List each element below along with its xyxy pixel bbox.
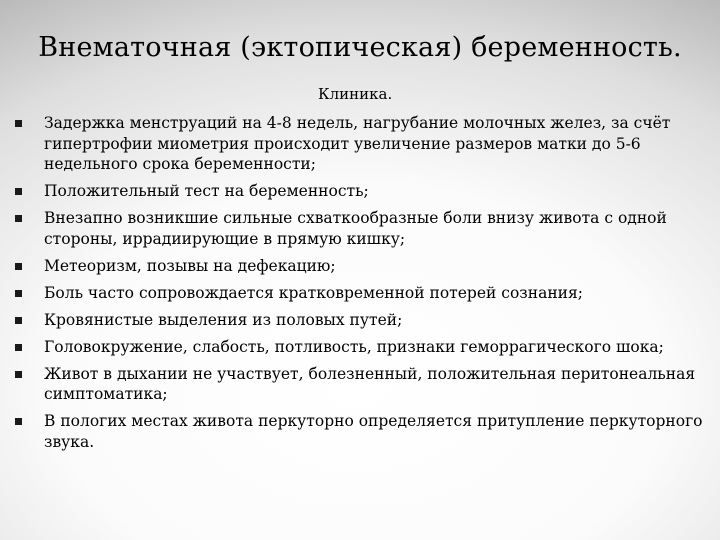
list-item xyxy=(14,181,704,202)
list-item-text: Положительный тест на беременность; xyxy=(44,182,369,200)
square-bullet-icon xyxy=(15,290,22,297)
slide-subtitle: Клиника. xyxy=(318,85,393,103)
list-item xyxy=(14,310,704,331)
square-bullet-icon xyxy=(15,317,22,324)
list-item-text: Внезапно возникшие сильные схваткообразные боли внизу живота с одной стороны, иррадиирующие в прямую кишку; xyxy=(44,209,667,248)
list-item xyxy=(14,208,704,249)
list-item xyxy=(14,113,704,175)
list-item-text: Живот в дыхании не участвует, болезненный, положительная перитонеальная симптоматика; xyxy=(44,364,696,403)
list-item-text: Кровянистые выделения из половых путей; xyxy=(44,310,403,329)
list-item xyxy=(14,283,704,304)
square-bullet-icon xyxy=(15,120,22,127)
list-item xyxy=(14,256,704,277)
list-item xyxy=(14,364,704,405)
list-item-text: Боль часто сопровождается кратковременной потерей сознания; xyxy=(44,283,583,302)
list-item-text: В пологих местах живота перкуторно определяется притупление перкуторного звука. xyxy=(44,412,703,451)
list-item-text: Задержка менструаций на 4-8 недель, нагрубание молочных желез, за счёт гипертрофии миометрия происходит увеличение размеров матки до 5-6 недельного срока беременности; xyxy=(44,114,671,173)
list-item-text: Головокружение, слабость, потливость, признаки геморрагического шока; xyxy=(44,337,664,356)
square-bullet-icon xyxy=(15,371,22,378)
bullet-list xyxy=(14,113,704,459)
slide-title: Внематочная (эктопическая) беременность. xyxy=(38,32,682,63)
list-item xyxy=(14,411,704,452)
square-bullet-icon xyxy=(15,215,22,222)
list-item-text: Метеоризм, позывы на дефекацию; xyxy=(44,256,336,275)
square-bullet-icon xyxy=(15,418,22,425)
square-bullet-icon xyxy=(15,263,22,270)
square-bullet-icon xyxy=(15,188,22,195)
list-item xyxy=(14,337,704,358)
square-bullet-icon xyxy=(15,344,22,351)
